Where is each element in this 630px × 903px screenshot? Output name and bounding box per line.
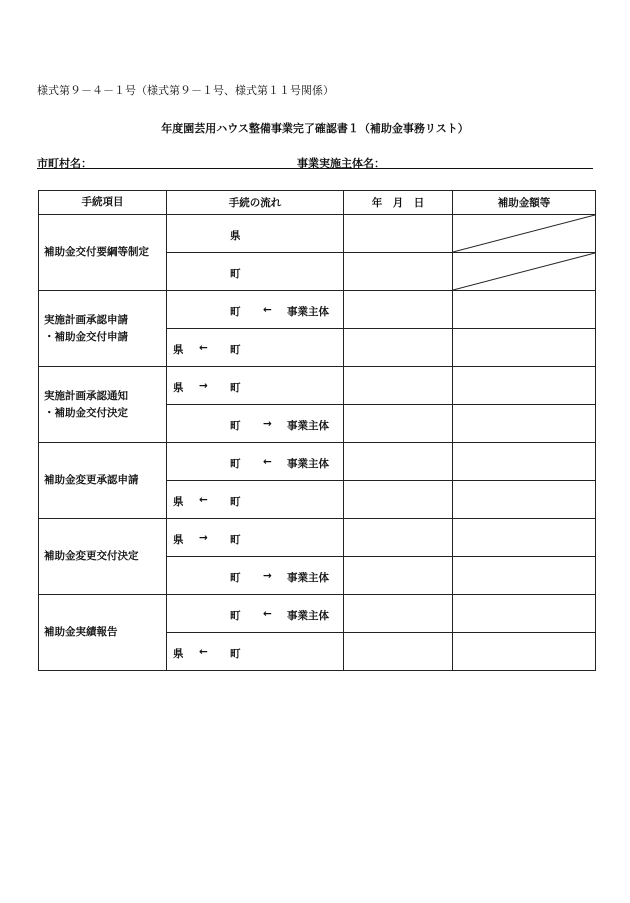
date-cell[interactable] bbox=[344, 481, 453, 519]
table-row bbox=[39, 443, 596, 481]
flow-cell bbox=[167, 215, 344, 253]
amount-cell[interactable] bbox=[453, 595, 596, 633]
flow-arrow: ← bbox=[263, 304, 272, 316]
date-cell[interactable] bbox=[344, 367, 453, 405]
flow-cell bbox=[167, 481, 344, 519]
flow-prefecture: 県 bbox=[173, 344, 184, 356]
table-body bbox=[39, 215, 596, 671]
flow-entity: 事業主体 bbox=[287, 458, 329, 470]
flow-arrow: → bbox=[199, 380, 208, 392]
flow-cell bbox=[167, 557, 344, 595]
amount-cell[interactable] bbox=[453, 329, 596, 367]
flow-town: 町 bbox=[230, 496, 241, 508]
amount-cell[interactable] bbox=[453, 557, 596, 595]
flow-cell bbox=[167, 329, 344, 367]
date-cell[interactable] bbox=[344, 215, 453, 253]
flow-party: 県 bbox=[230, 230, 241, 242]
flow-town: 町 bbox=[230, 306, 241, 318]
procedure-item-label: 補助金変更交付決定 bbox=[44, 550, 139, 562]
flow-arrow: ← bbox=[199, 646, 208, 658]
flow-arrow: ← bbox=[199, 494, 208, 506]
flow-prefecture: 県 bbox=[173, 382, 184, 394]
procedure-item-cell bbox=[39, 595, 167, 671]
flow-arrow: ← bbox=[199, 342, 208, 354]
flow-cell bbox=[167, 633, 344, 671]
flow-town: 町 bbox=[230, 534, 241, 546]
flow-town: 町 bbox=[230, 344, 241, 356]
table-row bbox=[39, 215, 596, 253]
flow-arrow: ← bbox=[263, 608, 272, 620]
flow-town: 町 bbox=[230, 572, 241, 584]
amount-cell[interactable] bbox=[453, 291, 596, 329]
flow-cell bbox=[167, 443, 344, 481]
amount-cell[interactable] bbox=[453, 367, 596, 405]
header-date: 年 月 日 bbox=[344, 191, 453, 215]
date-cell[interactable] bbox=[344, 291, 453, 329]
flow-arrow: → bbox=[199, 532, 208, 544]
procedure-item-cell bbox=[39, 367, 167, 443]
procedure-item-cell bbox=[39, 443, 167, 519]
header-amount: 補助金額等 bbox=[453, 191, 596, 215]
flow-cell bbox=[167, 253, 344, 291]
flow-town: 町 bbox=[230, 458, 241, 470]
flow-entity: 事業主体 bbox=[287, 610, 329, 622]
flow-prefecture: 県 bbox=[173, 534, 184, 546]
procedure-item-label: 補助金実績報告 bbox=[44, 626, 118, 638]
table-header-row bbox=[39, 191, 596, 215]
flow-prefecture: 県 bbox=[173, 496, 184, 508]
flow-town: 町 bbox=[230, 610, 241, 622]
flow-cell bbox=[167, 291, 344, 329]
table-row bbox=[39, 519, 596, 557]
meta-row bbox=[37, 155, 593, 169]
municipality-label: 市町村名： bbox=[37, 157, 92, 170]
date-cell[interactable] bbox=[344, 329, 453, 367]
amount-cell[interactable] bbox=[453, 633, 596, 671]
procedure-item-label: 補助金変更承認申請 bbox=[44, 474, 139, 486]
table-row bbox=[39, 595, 596, 633]
amount-cell[interactable] bbox=[453, 405, 596, 443]
procedure-table bbox=[38, 190, 596, 671]
procedure-item-cell bbox=[39, 215, 167, 291]
flow-prefecture: 県 bbox=[173, 648, 184, 660]
flow-party: 町 bbox=[230, 268, 241, 280]
amount-cell[interactable] bbox=[453, 443, 596, 481]
amount-cell bbox=[453, 253, 596, 291]
form-reference: 様式第９－４－１号（様式第９－１号、様式第１１号関係） bbox=[37, 84, 334, 97]
procedure-item-label: 実施計画承認通知 ・補助金交付決定 bbox=[44, 389, 128, 419]
implementing-body-label: 事業実施主体名： bbox=[297, 157, 385, 170]
header-flow: 手続の流れ bbox=[167, 191, 344, 215]
amount-cell[interactable] bbox=[453, 519, 596, 557]
document-title: 年度園芸用ハウス整備事業完了確認書１（補助金事務リスト） bbox=[161, 122, 469, 135]
date-cell[interactable] bbox=[344, 405, 453, 443]
flow-arrow: → bbox=[263, 570, 272, 582]
flow-entity: 事業主体 bbox=[287, 572, 329, 584]
flow-cell bbox=[167, 405, 344, 443]
date-cell[interactable] bbox=[344, 253, 453, 291]
flow-town: 町 bbox=[230, 382, 241, 394]
procedure-item-cell bbox=[39, 291, 167, 367]
date-cell[interactable] bbox=[344, 595, 453, 633]
flow-town: 町 bbox=[230, 648, 241, 660]
meta-underline bbox=[37, 168, 593, 169]
flow-cell bbox=[167, 367, 344, 405]
amount-cell bbox=[453, 215, 596, 253]
date-cell[interactable] bbox=[344, 443, 453, 481]
table-row bbox=[39, 291, 596, 329]
date-cell[interactable] bbox=[344, 519, 453, 557]
flow-arrow: ← bbox=[263, 456, 272, 468]
amount-cell[interactable] bbox=[453, 481, 596, 519]
procedure-item-label: 補助金交付要綱等制定 bbox=[44, 246, 149, 258]
strike-diagonal bbox=[453, 253, 595, 290]
header-item: 手続項目 bbox=[39, 191, 167, 215]
flow-entity: 事業主体 bbox=[287, 420, 329, 432]
procedure-item-cell bbox=[39, 519, 167, 595]
flow-cell bbox=[167, 595, 344, 633]
flow-arrow: → bbox=[263, 418, 272, 430]
flow-cell bbox=[167, 519, 344, 557]
flow-entity: 事業主体 bbox=[287, 306, 329, 318]
date-cell[interactable] bbox=[344, 557, 453, 595]
procedure-item-label: 実施計画承認申請 ・補助金交付申請 bbox=[44, 313, 128, 343]
date-cell[interactable] bbox=[344, 633, 453, 671]
strike-diagonal bbox=[453, 215, 595, 252]
table-row bbox=[39, 367, 596, 405]
flow-town: 町 bbox=[230, 420, 241, 432]
